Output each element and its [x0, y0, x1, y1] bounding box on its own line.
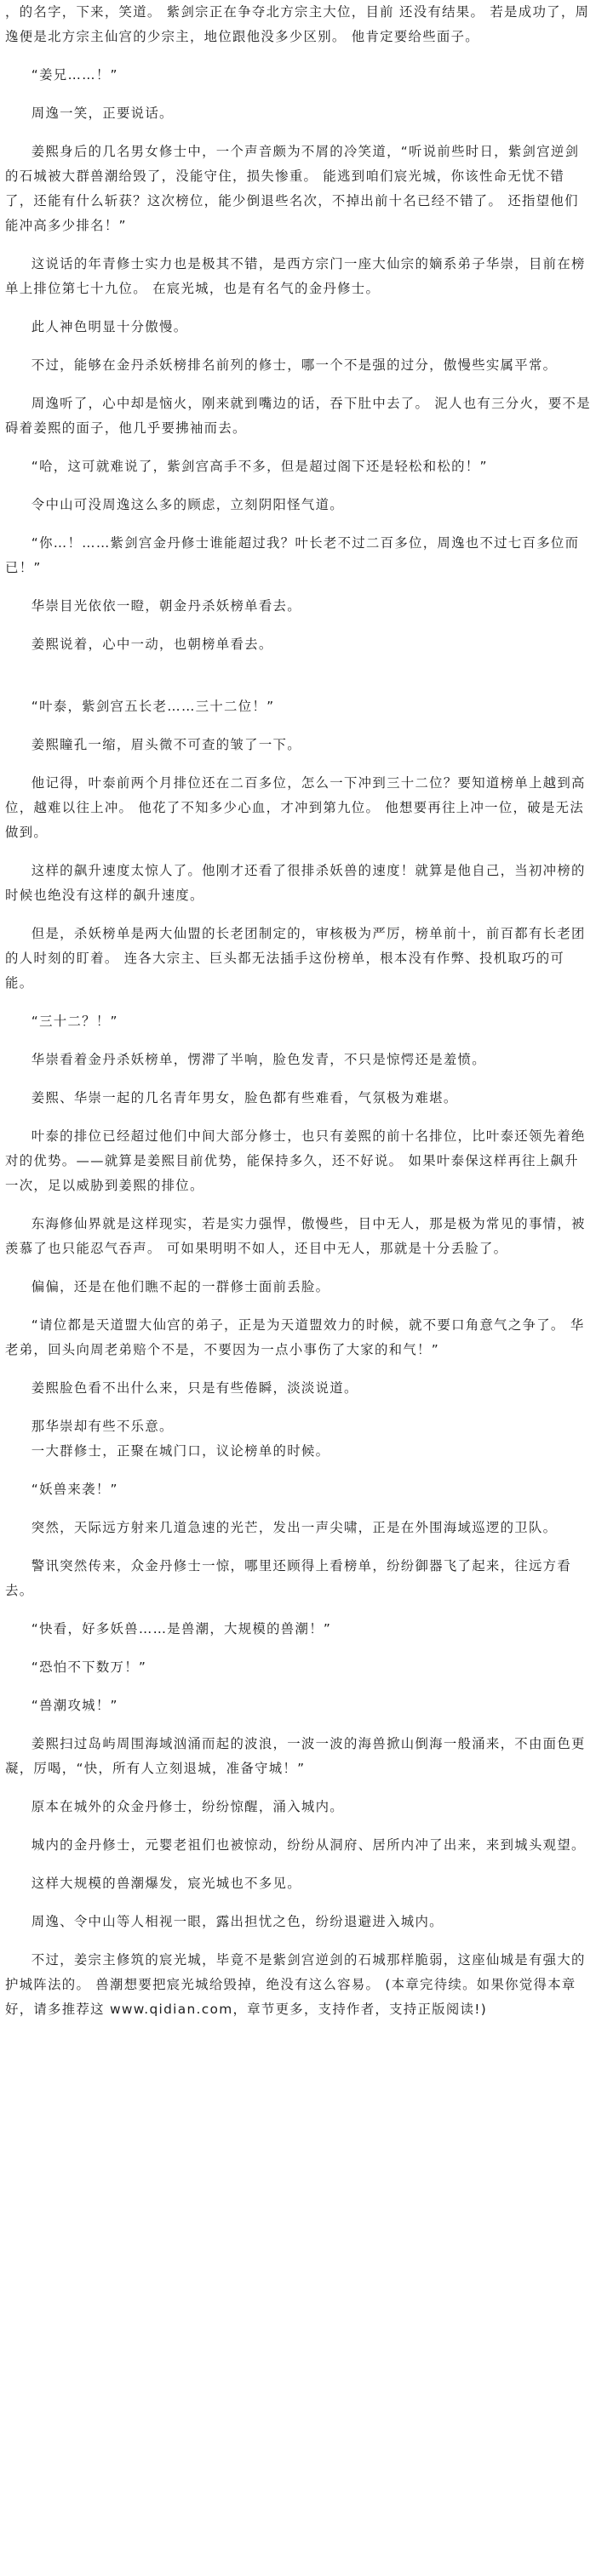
chapter-paragraph: 这样的飙升速度太惊人了。他刚才还看了很排杀妖兽的速度！就算是他自己，当初冲榜的时候也绝没有这样的飙升速度。: [5, 863, 586, 903]
paragraph-spacer: [5, 580, 591, 594]
paragraph-spacer: [5, 1603, 591, 1617]
paragraph-spacer: [5, 908, 591, 922]
paragraph-spacer: [5, 1858, 591, 1871]
chapter-paragraph: 华崇目光依依一瞪，朝金丹杀妖榜单看去。: [31, 598, 301, 614]
chapter-paragraph: 姜熙脸色看不出什么来，只是有些倦瞬，淡淡说道。: [31, 1380, 358, 1396]
paragraph-spacer: [5, 719, 591, 733]
paragraph-spacer: [5, 996, 591, 1009]
paragraph-spacer: [5, 441, 591, 454]
paragraph-spacer: [5, 845, 591, 859]
paragraph-spacer: [5, 49, 591, 63]
chapter-paragraph: 他记得，叶泰前两个月排位还在二百多位，怎么一下冲到三十二位？要知道榜单上越到高位，越难以往上冲。 他花了不知多少心血，才冲到第九位。 他想要再往上冲一位，破是无法做到。: [5, 775, 586, 840]
chapter-paragraph: 这说话的年青修士实力也是极其不错，是西方宗门一座大仙宗的嫡系弟子华崇，目前在榜单上排位第七十九位。 在宸光城，也是有名气的金丹修士。: [5, 256, 586, 296]
paragraph-spacer: [5, 1718, 591, 1732]
chapter-paragraph: 叶泰的排位已经超过他们中间大部分修士，也只有姜熙的前十名排位，比叶泰还领先着绝对的优势。——就算是姜熙目前优势，能保持多久，还不好说。 如果叶泰保这样再往上飙升一次，足以威胁到姜熙的排位。: [5, 1128, 586, 1193]
chapter-paragraph: “哈，这可就难说了，紫剑宫高手不多，但是超过阁下还是轻松和松的！”: [31, 459, 488, 474]
chapter-paragraph: “姜兄……！”: [31, 67, 118, 83]
chapter-paragraph: “兽潮攻城！”: [31, 1698, 118, 1713]
paragraph-spacer: [5, 1540, 591, 1554]
paragraph-spacer: [5, 1401, 591, 1414]
chapter-paragraph: 东海修仙界就是这样现实，若是实力强悍，傲慢些，目中无人，那是极为常见的事情，被羡慕了也只能忍气吞声。 可如果明明不如人，还目中无人，那就是十分丢脸了。: [5, 1216, 586, 1256]
chapter-paragraph: 那华崇却有些不乐意。: [31, 1419, 174, 1434]
paragraph-spacer: [5, 757, 591, 771]
chapter-paragraph: 姜熙、华崇一起的几名青年男女，脸色都有些难看，气氛极为难堪。: [31, 1090, 458, 1105]
paragraph-spacer: [5, 1362, 591, 1376]
chapter-paragraph: 此人神色明显十分傲慢。: [31, 319, 188, 334]
paragraph-spacer: [5, 1464, 591, 1477]
paragraph-spacer: [5, 1034, 591, 1048]
paragraph-spacer: [5, 340, 591, 353]
chapter-paragraph: 警讯突然传来，众金丹修士一惊，哪里还顾得上看榜单，纷纷御器飞了起来，往远方看去。: [5, 1558, 572, 1598]
chapter-paragraph: 周逸、令中山等人相视一眼，露出担忧之色，纷纷退避进入城内。: [31, 1914, 444, 1929]
chapter-paragraph: “恐怕不下数万！”: [31, 1659, 147, 1675]
chapter-paragraph: 姜熙身后的几名男女修士中，一个声音颇为不屑的冷笑道，“听说前些时日，紫剑宫逆剑的石城被大群兽潮给毁了，没能守住，损失惨重。 能逃到咱们宸光城，你该性命无忧不错了，还能有什么斩获？这次榜位，能少倒退些名次，不掉出前十名已经不错了。 还指望他们能冲高多少排名！”: [5, 144, 580, 233]
chapter-paragraph: “妖兽来袭！”: [31, 1482, 118, 1497]
paragraph-spacer: [5, 1896, 591, 1910]
chapter-paragraph: 城内的金丹修士，元婴老祖们也被惊动，纷纷从洞府、居所内冲了出来，来到城头观望。: [31, 1837, 586, 1853]
paragraph-spacer: [5, 1680, 591, 1694]
paragraph-spacer: [5, 1934, 591, 1948]
chapter-paragraph: 不过，能够在金丹杀妖榜排名前列的修士，哪一个不是强的过分，傲慢些实属平常。: [31, 357, 558, 373]
paragraph-spacer: [5, 1198, 591, 1212]
paragraph-spacer: [5, 301, 591, 315]
paragraph-spacer: [5, 1072, 591, 1086]
paragraph-spacer: [5, 2022, 591, 2036]
chapter-paragraph: 姜熙扫过岛屿周围海域汹涌而起的波浪，一波一波的海兽掀山倒海一般涌来，不由面色更凝，厉喝，“快，所有人立刻退城，准备守城！”: [5, 1736, 586, 1776]
chapter-paragraph: “三十二？！”: [31, 1014, 118, 1029]
chapter-paragraph: 华崇看着金丹杀妖榜单，愣滞了半响，脸色发青，不只是惊愕还是羞愤。: [31, 1052, 486, 1067]
chapter-paragraph: 偏偏，还是在他们瞧不起的一群修士面前丢脸。: [31, 1279, 330, 1294]
chapter-paragraph: “叶泰，紫剑宫五长老……三十二位！”: [31, 699, 275, 714]
chapter-paragraph: 周逸听了，心中却是恼火，刚来就到嘴边的话，吞下肚中去了。 泥人也有三分火，要不是碍着姜熙的面子，他几乎要拂袖而去。: [5, 396, 591, 436]
paragraph-spacer: [5, 378, 591, 391]
chapter-paragraph: 令中山可没周逸这么多的顾虑，立刻阴阳怪气道。: [31, 497, 344, 512]
paragraph-spacer: [5, 619, 591, 632]
paragraph-spacer: [5, 657, 591, 694]
paragraph-spacer: [5, 1819, 591, 1833]
paragraph-spacer: [5, 126, 591, 140]
paragraph-spacer: [5, 88, 591, 101]
paragraph-spacer: [5, 1642, 591, 1655]
chapter-paragraph: 不过，姜宗主修筑的宸光城，毕竟不是紫剑宫逆剑的石城那样脆弱，这座仙城是有强大的护城阵法的。 兽潮想要把宸光城给毁掉，绝没有这么容易。 (本章完待续。如果你觉得本章好，请多推荐这 www.qidian.com，章节更多，支持作者，支持正版阅读!): [5, 1952, 586, 2017]
paragraph-spacer: [5, 1261, 591, 1275]
chapter-paragraph: 姜熙说着，心中一动，也朝榜单看去。: [31, 637, 273, 652]
paragraph-spacer: [5, 238, 591, 252]
chapter-paragraph: 原本在城外的众金丹修士，纷纷惊醒，涌入城内。: [31, 1799, 344, 1814]
paragraph-spacer: [5, 1502, 591, 1516]
chapter-paragraph: 一大群修士，正聚在城门口，议论榜单的时候。: [31, 1443, 330, 1459]
paragraph-spacer: [5, 479, 591, 493]
paragraph-spacer: [5, 517, 591, 531]
chapter-paragraph: “你…！……紫剑宫金丹修士谁能超过我？叶长老不过二百多位，周逸也不过七百多位而已！”: [5, 535, 580, 575]
chapter-paragraph: ，的名字，下来，笑道。 紫剑宗正在争夺北方宗主大位，目前 还没有结果。 若是成功了，周逸便是北方宗主仙宫的少宗主，地位跟他没多少区别。 他肯定要给些面子。: [5, 4, 590, 44]
chapter-paragraph: 周逸一笑，正要说话。: [31, 106, 174, 121]
paragraph-spacer: [5, 1111, 591, 1124]
chapter-paragraph: 但是，杀妖榜单是两大仙盟的长老团制定的，审核极为严厉，榜单前十，前百都有长老团的人时刻的盯着。 连各大宗主、巨头都无法插手这份榜单，根本没有作弊、投机取巧的可能。: [5, 926, 586, 991]
chapter-paragraph: “快看，好多妖兽……是兽潮，大规模的兽潮！”: [31, 1621, 332, 1636]
chapter-paragraph: 这样大规模的兽潮爆发，宸光城也不多见。: [31, 1876, 301, 1891]
chapter-paragraph: “请位都是天道盟大仙宫的弟子，正是为天道盟效力的时候，就不要口角意气之争了。 华老弟，回头向周老弟赔个不是，不要因为一点小事伤了大家的和气！”: [5, 1317, 585, 1357]
paragraph-spacer: [5, 1299, 591, 1313]
paragraph-spacer: [5, 1781, 591, 1795]
chapter-paragraph: 姜熙瞳孔一缩，眉头微不可查的皱了一下。: [31, 737, 301, 752]
chapter-paragraph: 突然，天际远方射来几道急速的光芒，发出一声尖啸，正是在外围海域巡逻的卫队。: [31, 1520, 558, 1535]
